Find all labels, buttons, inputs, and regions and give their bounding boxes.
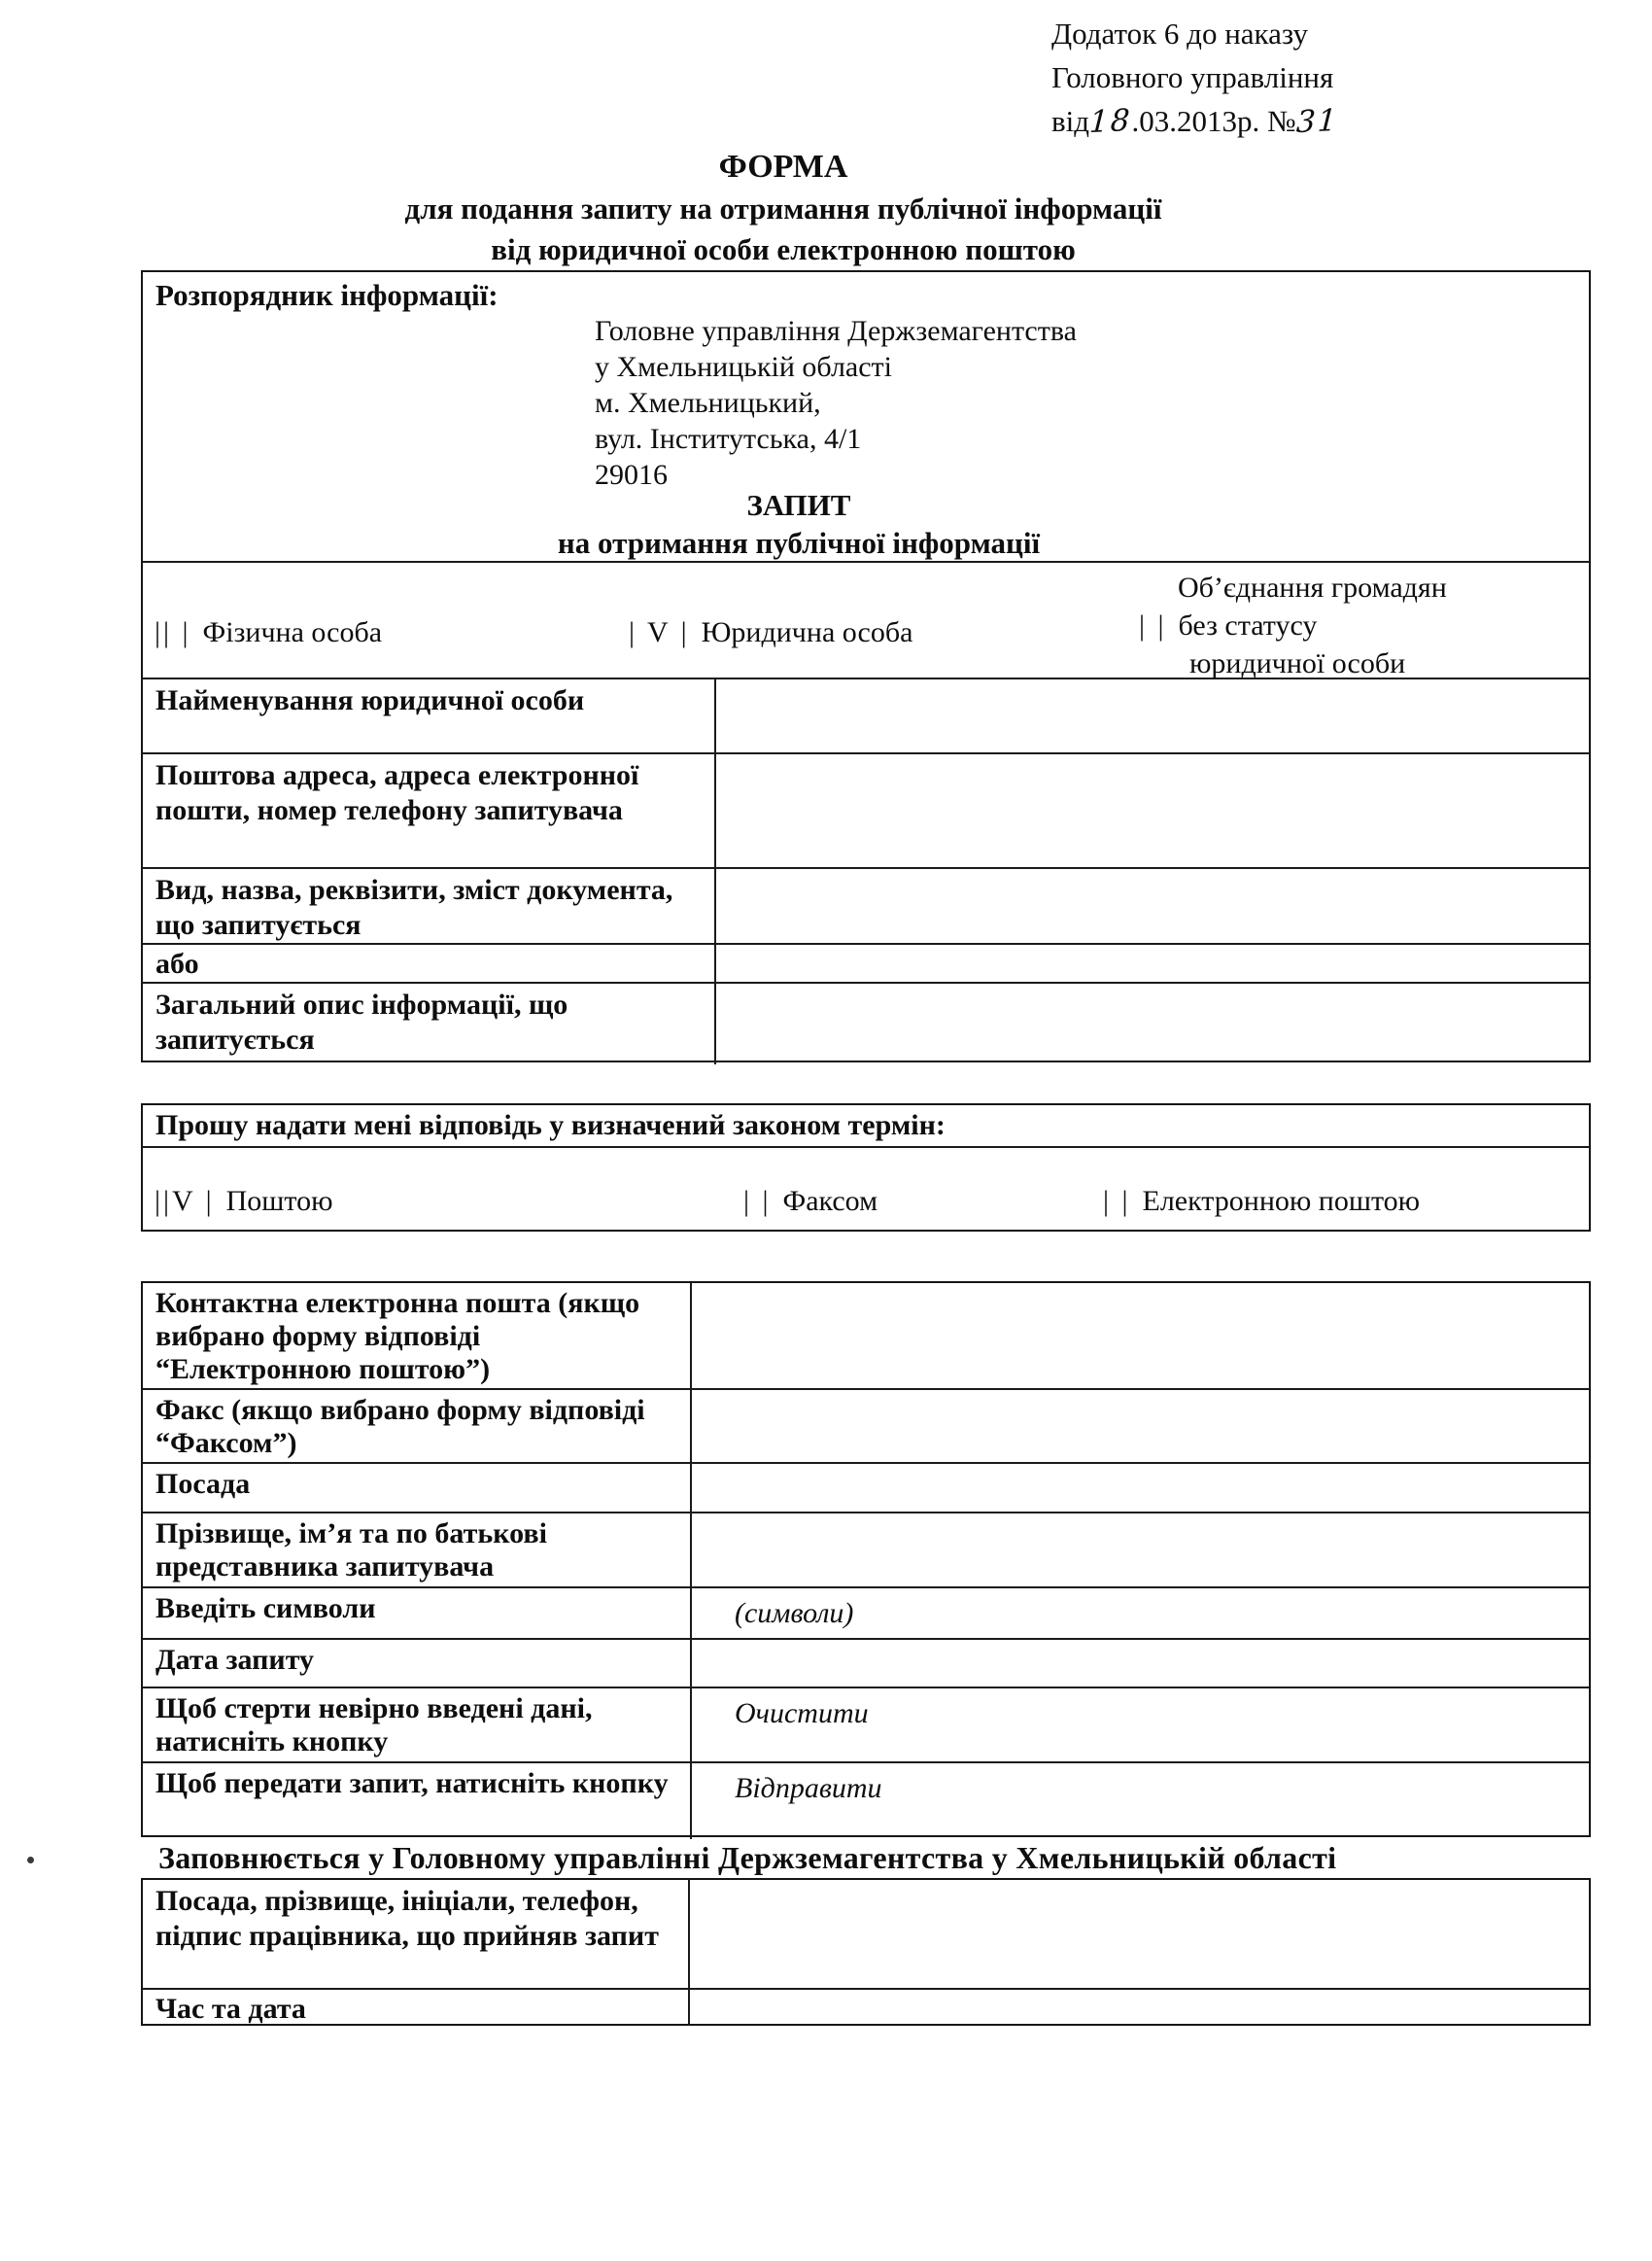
- row-value: [716, 869, 1589, 943]
- row-label: Найменування юридичної особи: [143, 679, 716, 752]
- table-row: [143, 1462, 1589, 1512]
- checkbox-email-marker: | |: [1103, 1185, 1131, 1217]
- checkbox-fax-marker: | |: [743, 1185, 772, 1217]
- row-value: [716, 945, 1589, 982]
- row-label: Прізвище, ім’я та по батькові представника запитувача: [143, 1513, 692, 1586]
- row-label: Поштова адреса, адреса електронної пошти, номер телефону запитувача: [143, 754, 716, 867]
- row-value: [692, 1464, 1589, 1512]
- annex-note-line3: [1051, 99, 1596, 144]
- table-row: [143, 752, 1589, 867]
- disposer-address-line: Головне управління Держземагентства: [595, 315, 1077, 347]
- row-label: Посада: [143, 1464, 692, 1512]
- annex-number-handwritten: 31: [1294, 102, 1339, 141]
- annex-note: [1051, 12, 1596, 144]
- row-value: [716, 679, 1589, 752]
- table-row: [143, 1638, 1589, 1687]
- response-options-row: [143, 1148, 1589, 1232]
- request-heading: [143, 486, 1455, 562]
- row-label: або: [143, 945, 716, 982]
- form-title-line3: від юридичної особи електронною поштою: [491, 232, 1076, 266]
- annex-note-line1: Додаток 6 до наказу: [1051, 17, 1308, 51]
- form-title-line2: для подання запиту на отримання публічної інформації: [404, 191, 1162, 226]
- disposer-address: [595, 313, 1077, 493]
- row-value: [692, 1283, 1589, 1388]
- office-table: [141, 1878, 1591, 2026]
- table-row: [143, 1880, 1589, 1988]
- disposer-section: [143, 272, 1589, 561]
- disposer-address-line: у Хмельницькій області: [595, 351, 892, 383]
- checkbox-physical-marker: || |: [155, 616, 191, 648]
- checkbox-association-line3: юридичної особи: [1189, 647, 1406, 679]
- row-value: [692, 1513, 1589, 1586]
- table-row: [143, 678, 1589, 752]
- disposer-address-line: 29016: [595, 459, 668, 491]
- row-label: Час та дата: [143, 1990, 690, 2026]
- row-value: [690, 1880, 1589, 1988]
- table-row: [143, 1388, 1589, 1462]
- row-label: Контактна електронна пошта (якщо вибрано форму відповіді “Електронною поштою”): [143, 1283, 692, 1388]
- request-heading-line2: на отримання публічної інформації: [557, 526, 1041, 560]
- checkbox-mail-marker: ||V |: [155, 1185, 215, 1217]
- row-label: Вид, назва, реквізити, зміст документа, що запитується: [143, 869, 716, 943]
- disposer-address-line: вул. Інститутська, 4/1: [595, 423, 862, 455]
- checkbox-legal-person: [629, 616, 912, 649]
- form-title-line1: ФОРМА: [718, 149, 848, 185]
- row-value: [716, 984, 1589, 1064]
- disposer-label: Розпорядник інформації:: [155, 278, 499, 312]
- row-value: [716, 754, 1589, 867]
- annex-date-prefix: від: [1051, 104, 1090, 138]
- captcha-placeholder: (символи): [735, 1597, 854, 1629]
- row-value: [692, 1390, 1589, 1462]
- table-row: [143, 1283, 1589, 1388]
- form-title: [0, 146, 1566, 270]
- row-label: Щоб передати запит, натисніть кнопку: [143, 1763, 692, 1839]
- contact-table: [141, 1281, 1591, 1837]
- scan-artifact-dot: [27, 1857, 34, 1863]
- annex-date-printed: .03.2013р. №: [1131, 104, 1296, 138]
- office-section-heading: Заповнюється у Головному управлінні Держземагентства у Хмельницькій області: [158, 1840, 1337, 1875]
- row-label: Введіть символи: [143, 1588, 692, 1638]
- row-value: [690, 1990, 1589, 2026]
- table-row: [143, 1512, 1589, 1586]
- checkbox-association-line2: | | без статусу: [1139, 609, 1318, 642]
- row-label: Посада, прізвище, ініціали, телефон, підпис працівника, що прийняв запит: [143, 1880, 690, 1988]
- table-row: [143, 867, 1589, 943]
- checkbox-fax-label: Факсом: [782, 1185, 878, 1217]
- annex-date-handwritten: 18: [1088, 102, 1133, 141]
- checkbox-mail-label: Поштою: [225, 1185, 333, 1217]
- row-label: Дата запиту: [143, 1640, 692, 1687]
- response-term-heading: Прошу надати мені відповідь у визначений законом термін:: [143, 1105, 1589, 1148]
- checkbox-physical-label: Фізична особа: [202, 616, 383, 648]
- row-label: Щоб стерти невірно введені дані, натисніть кнопку: [143, 1688, 692, 1761]
- checkbox-association-line1: Об’єднання громадян: [1178, 572, 1447, 604]
- checkbox-mail: [155, 1185, 333, 1218]
- annex-note-line2: Головного управління: [1051, 60, 1334, 94]
- row-label: Факс (якщо вибрано форму відповіді “Факсом”): [143, 1390, 692, 1462]
- table-row: [143, 1687, 1589, 1761]
- request-heading-line1: ЗАПИТ: [746, 488, 851, 522]
- checkbox-association: [1139, 569, 1557, 682]
- table-row: [143, 1988, 1589, 2026]
- checkbox-legal-marker: | V |: [629, 616, 690, 648]
- clear-button-reference: Очистити: [735, 1697, 869, 1729]
- table-row: [143, 1761, 1589, 1839]
- send-button-reference: Відправити: [735, 1772, 882, 1804]
- checkbox-association-marker: | |: [1139, 609, 1167, 642]
- checkbox-email-label: Електронною поштою: [1142, 1185, 1421, 1217]
- requester-type-row: [143, 561, 1589, 678]
- table-row: [143, 982, 1589, 1064]
- table-row: [143, 1586, 1589, 1638]
- checkbox-email: [1103, 1185, 1420, 1218]
- row-label: Загальний опис інформації, що запитується: [143, 984, 716, 1064]
- checkbox-legal-label: Юридична особа: [701, 616, 913, 648]
- request-info-table: [141, 270, 1591, 1062]
- table-row: [143, 943, 1589, 982]
- disposer-address-line: м. Хмельницький,: [595, 387, 821, 419]
- checkbox-fax: [743, 1185, 878, 1218]
- response-term-table: [141, 1103, 1591, 1232]
- checkbox-physical-person: [155, 616, 382, 649]
- row-value: [692, 1640, 1589, 1687]
